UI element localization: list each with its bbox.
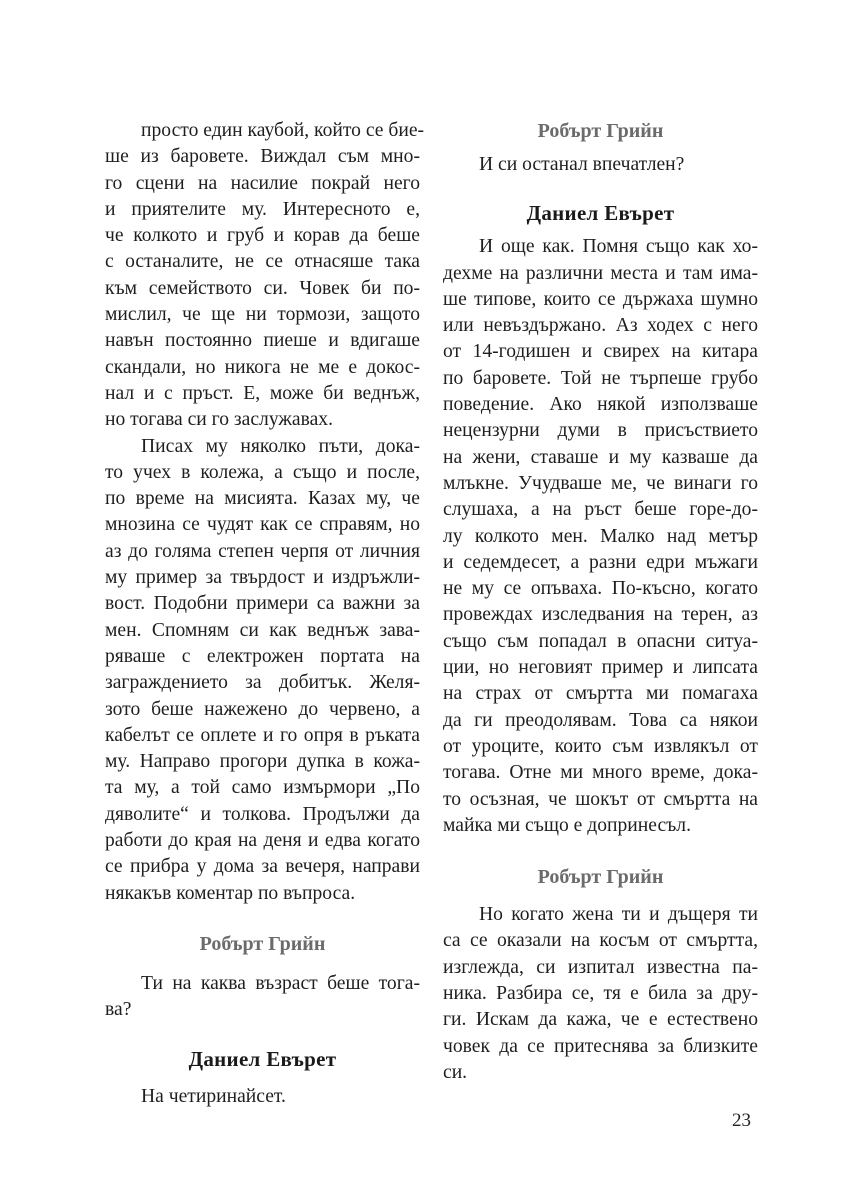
text-line: му. Направо прогори дупка в кожа- <box>105 751 420 773</box>
text-line: то осъзная, че шокът от смъртта на <box>443 788 758 810</box>
text-line: млъкне. Учудваше ме, че винаги го <box>443 472 758 494</box>
text-line: И още как. Помня също как хо- <box>479 236 758 258</box>
left-column <box>105 118 425 1110</box>
text-line: ва? <box>105 999 132 1021</box>
speaker-heading-robert-greene: Робърт Грийн <box>199 932 326 955</box>
question-panic <box>443 902 758 1086</box>
text-line: дехме на различни места и там има- <box>443 262 758 284</box>
text-line: поведение. Ако някой използваше <box>443 394 758 416</box>
text-line: вост. Подобни примери са важни за <box>105 593 420 615</box>
question-age <box>105 971 420 1024</box>
text-line: майка ми също е допринесъл. <box>443 814 691 836</box>
text-line: Но когато жена ти и дъщеря ти <box>479 904 758 926</box>
text-line: са се оказали на косъм от смъртта, <box>443 930 758 952</box>
text-line: аз до голяма степен черпя от личния <box>105 540 420 562</box>
text-line: по баровете. Той не търпеше грубо <box>443 367 758 389</box>
text-line: и приятелите му. Интересното е, <box>105 198 420 220</box>
text-line: слушаха, а на ръст беше горе-до- <box>443 499 758 521</box>
text-line: На четиринайсет. <box>141 1085 286 1107</box>
text-line: работи до края на деня и едва когато <box>105 830 420 852</box>
text-line: от 14-годишен и свирех на китара <box>443 341 758 363</box>
text-line: навън постоянно пиеше и вдигаше <box>105 330 420 352</box>
paragraph-letters <box>105 434 420 907</box>
text-line: нал и с пръст. Е, може би веднъж, <box>105 382 420 404</box>
text-line: някакъв коментар по въпроса. <box>105 882 356 904</box>
text-line: ции, но неговият пример и липсата <box>443 657 758 679</box>
text-line: ше из баровете. Виждал съм мно- <box>105 146 420 168</box>
speaker-heading-daniel-everett: Даниел Евърет <box>526 201 675 226</box>
text-line: или невъздържано. Аз ходех с него <box>443 315 758 337</box>
text-line: провеждах изследвания на терен, аз <box>443 604 758 626</box>
text-line: то учех в колежа, а също и после, <box>105 461 420 483</box>
text-line: ника. Разбира се, тя е била за дру- <box>443 983 758 1005</box>
text-line: та му, а той само измърмори „По <box>105 777 420 799</box>
text-line: към семейството си. Човек би по- <box>105 277 420 299</box>
speaker-heading-robert-greene: Робърт Грийн <box>537 120 664 142</box>
text-line: ше типове, които се държаха шумно <box>443 288 758 310</box>
text-line: заграждението за добитък. Желя- <box>105 672 420 694</box>
answer-bars <box>443 234 758 839</box>
text-line: човек да се притеснява за близките <box>443 1035 758 1057</box>
text-line: изглежда, си изпитал известна па- <box>443 956 758 978</box>
text-line: също съм попадал в опасни ситуа- <box>443 630 758 652</box>
text-line: се прибра у дома за вечеря, направи <box>105 856 420 878</box>
text-line: нецензурни думи в присъствието <box>443 420 758 442</box>
text-line: но тогава си го заслужавах. <box>105 409 333 431</box>
text-line: му пример за твърдост и издръжли- <box>105 567 420 589</box>
text-line: просто един каубой, който се бие- <box>141 120 425 141</box>
text-line: кабелът се оплете и го опря в ръката <box>105 724 420 746</box>
text-line: че колкото и груб и корав да беше <box>105 225 420 247</box>
text-line: ряваше с електрожен портата на <box>105 645 420 667</box>
text-line: от уроците, които съм извлякъл от <box>443 735 758 757</box>
text-line: го сцени на насилие покрай него <box>105 172 420 194</box>
page-number: 23 <box>732 1110 751 1131</box>
text-line: Ти на каква възраст беше тога- <box>141 972 420 994</box>
text-line: да ги преодолявам. Това са някои <box>443 709 758 731</box>
speaker-heading-robert-greene: Робърт Грийн <box>537 866 664 889</box>
text-line: ги. Искам да кажа, че е естествено <box>443 1009 758 1031</box>
text-line: мен. Спомням си как веднъж зава- <box>105 619 420 641</box>
speaker-heading-daniel-everett: Даниел Евърет <box>188 1046 337 1071</box>
text-line: на страх от смъртта ми помагаха <box>443 683 758 705</box>
text-line: Писах му няколко пъти, дока- <box>141 435 420 457</box>
question-impressed <box>443 152 758 178</box>
text-line: на жени, ставаше и му казваше да <box>443 446 758 468</box>
text-line: тогава. Отне ми много време, дока- <box>443 762 758 784</box>
text-line: лу колкото мен. Малко над метър <box>443 525 758 547</box>
text-line: и седемдесет, а разни едри мъжаги <box>443 551 758 573</box>
text-line: по време на мисията. Казах му, че <box>105 488 420 510</box>
text-line: дяволите“ и толкова. Продължи да <box>105 803 420 825</box>
text-line: не му се опъваха. По-късно, когато <box>443 578 758 600</box>
text-line: скандали, но никога не ме е докос- <box>105 356 420 378</box>
text-line: зото беше нажежено до червено, а <box>105 698 420 720</box>
right-column <box>443 118 758 1086</box>
answer-fourteen <box>105 1084 420 1110</box>
text-line: мислил, че ще ни тормози, защото <box>105 304 420 326</box>
text-line: си. <box>443 1061 468 1083</box>
paragraph-cowboy <box>105 118 425 434</box>
text-line: И си останал впечатлен? <box>479 154 685 175</box>
text-line: с останалите, не се отнасяше така <box>105 251 420 273</box>
text-line: мнозина се чудят как се справям, но <box>105 514 420 536</box>
